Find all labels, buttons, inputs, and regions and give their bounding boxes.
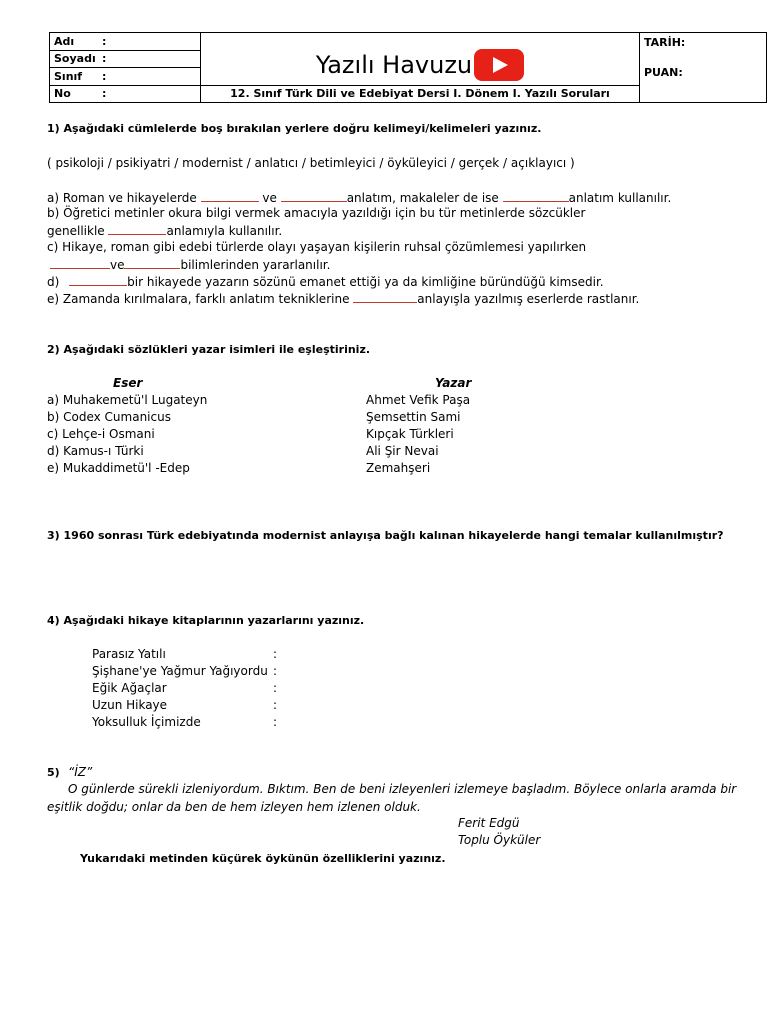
header-table — [49, 32, 767, 103]
yazar-item: Ahmet Vefik Paşa — [366, 393, 471, 407]
q1-item-c-line2: ve bilimlerinden yararlanılır. — [50, 257, 330, 272]
eser-item: e) Mukaddimetü'l -Edep — [47, 461, 190, 475]
eser-item: a) Muhakemetü'l Lugateyn — [47, 393, 208, 407]
q3-title: 3) 1960 sonrası Türk edebiyatında modernist anlayışa bağlı kalınan hikayelerde hangi temalar kullanılmıştır? — [47, 529, 724, 542]
brand-logo: Yazılı Havuzu — [316, 49, 524, 81]
story-text-line2: eşitlik doğdu; onlar da ben de hem izleyen hem izlenen olduk. — [47, 800, 421, 814]
field-surname: Soyadı : — [50, 50, 201, 68]
date-label: TARİH: — [644, 36, 686, 49]
q1-options: ( psikoloji / psikiyatri / modernist / anlatıcı / betimleyici / öyküleyici / gerçek / açıklayıcı ) — [47, 156, 575, 170]
story-author: Ferit Edgü — [458, 816, 520, 830]
book-colon: : — [273, 715, 278, 729]
q2-title: 2) Aşağıdaki sözlükleri yazar isimleri ile eşleştiriniz. — [47, 343, 371, 356]
q1-title: 1) Aşağıdaki cümlelerde boş bırakılan yerlere doğru kelimeyi/kelimeleri yazınız. — [47, 122, 542, 135]
q1-item-a: a) Roman ve hikayelerde ve anlatım, makaleler de ise anlatım kullanılır. — [47, 191, 672, 205]
col-eser-header: Eser — [113, 376, 143, 390]
story-book: Toplu Öyküler — [458, 833, 541, 847]
book-name: Eğik Ağaçlar — [92, 681, 167, 695]
title-cell — [201, 33, 640, 86]
eser-item: b) Codex Cumanicus — [47, 410, 171, 424]
q1-item-b-line2: genellikle anlamıyla kullanılır. — [47, 224, 283, 238]
blank[interactable] — [503, 190, 569, 202]
q1-item-c-line1: c) Hikaye, roman gibi edebi türlerde olayı yaşayan kişilerin ruhsal çözümlemesi yapılırken — [47, 240, 587, 254]
q5-prompt: Yukarıdaki metinden küçürek öykünün özelliklerini yazınız. — [80, 852, 446, 865]
score-label: PUAN: — [644, 66, 683, 79]
yazar-item: Kıpçak Türkleri — [366, 427, 454, 441]
book-colon: : — [273, 647, 278, 661]
story-title: “İZ” — [68, 765, 93, 779]
exam-subtitle: 12. Sınıf Türk Dili ve Edebiyat Dersi I. Dönem I. Yazılı Soruları — [201, 85, 640, 103]
q4-title: 4) Aşağıdaki hikaye kitaplarının yazarlarını yazınız. — [47, 614, 365, 627]
q1-item-d: d) bir hikayede yazarın sözünü emanet ettiği ya da kimliğine büründüğü kimsedir. — [47, 275, 604, 289]
q1-item-b-line1: b) Öğretici metinler okura bilgi vermek amacıyla yazıldığı için bu tür metinlerde sözcükler — [47, 206, 586, 220]
story-text-line1: O günlerde sürekli izleniyordum. Bıktım. Ben de beni izleyenleri izlemeye başladım. Böylece onlarla aramda bir — [68, 782, 737, 796]
yazar-item: Ali Şir Nevai — [366, 444, 439, 458]
eser-item: d) Kamus-ı Türki — [47, 444, 144, 458]
blank[interactable] — [50, 257, 110, 269]
blank[interactable] — [69, 274, 127, 286]
q5-number: 5) — [47, 766, 60, 779]
field-name: Adı : — [50, 33, 201, 51]
blank[interactable] — [108, 223, 166, 235]
book-name: Şişhane'ye Yağmur Yağıyordu — [92, 664, 268, 678]
yazar-item: Zemahşeri — [366, 461, 431, 475]
blank[interactable] — [124, 257, 180, 269]
score-cell — [640, 33, 767, 103]
book-name: Uzun Hikaye — [92, 698, 168, 712]
eser-item: c) Lehçe-i Osmani — [47, 427, 155, 441]
play-icon — [474, 49, 524, 81]
blank[interactable] — [201, 190, 259, 202]
q1-item-e: e) Zamanda kırılmalara, farklı anlatım tekniklerine anlayışla yazılmış eserlerde rastlanır. — [47, 292, 640, 306]
blank[interactable] — [353, 291, 417, 303]
yazar-item: Şemsettin Sami — [366, 410, 461, 424]
book-colon: : — [273, 698, 278, 712]
blank[interactable] — [281, 190, 347, 202]
field-class: Sınıf : — [50, 68, 201, 86]
book-name: Parasız Yatılı — [92, 647, 166, 661]
book-colon: : — [273, 681, 278, 695]
book-name: Yoksulluk İçimizde — [92, 715, 201, 729]
col-yazar-header: Yazar — [435, 376, 472, 390]
book-colon: : — [273, 664, 278, 678]
field-number: No : — [50, 85, 201, 103]
